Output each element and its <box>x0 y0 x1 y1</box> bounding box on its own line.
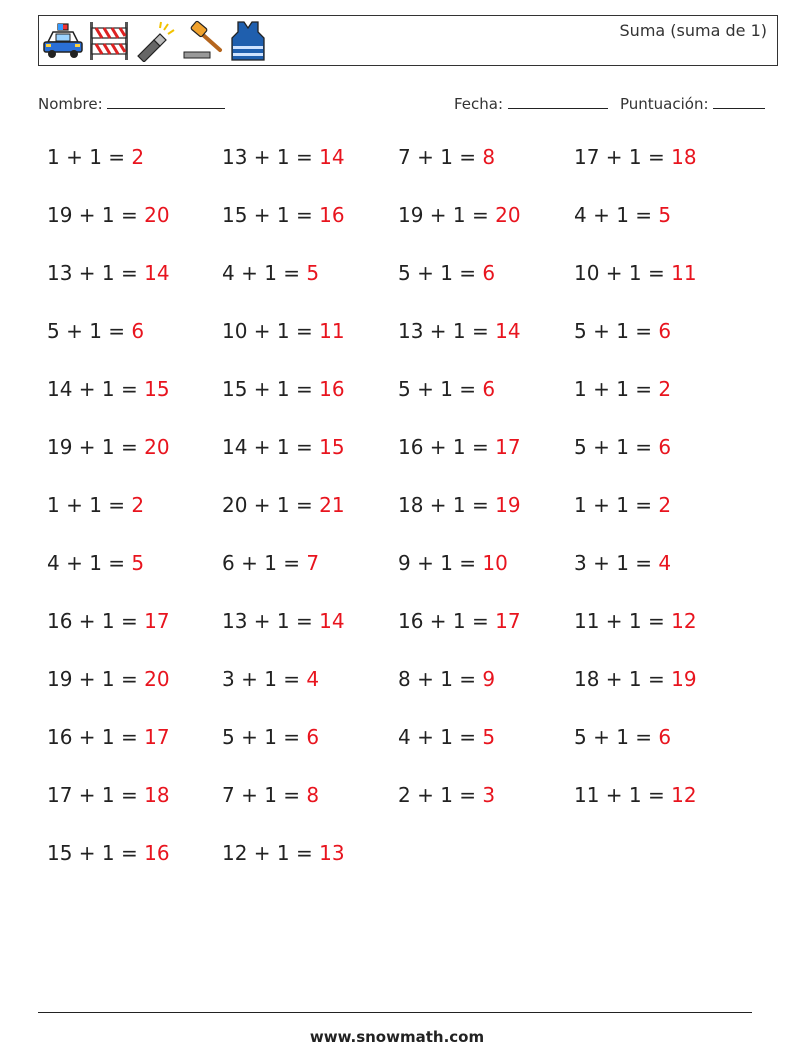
problem-item <box>222 667 319 691</box>
problem-row <box>47 377 747 407</box>
problem-item <box>222 609 345 633</box>
problem-question: 19 + 1 = <box>398 203 496 227</box>
problem-question: 18 + 1 = <box>574 667 672 691</box>
problem-answer: 3 <box>482 783 496 807</box>
problem-answer: 16 <box>319 377 345 401</box>
problem-answer: 19 <box>671 667 697 691</box>
problem-question: 19 + 1 = <box>47 667 145 691</box>
problem-answer: 18 <box>144 783 170 807</box>
vest-icon <box>228 20 268 62</box>
problem-item <box>47 551 144 575</box>
problem-row <box>47 783 747 813</box>
problem-answer: 5 <box>131 551 145 575</box>
problem-row <box>47 609 747 639</box>
problem-question: 20 + 1 = <box>222 493 320 517</box>
problem-item <box>47 203 170 227</box>
problem-item <box>222 783 319 807</box>
problem-answer: 5 <box>482 725 496 749</box>
problem-question: 1 + 1 = <box>574 377 659 401</box>
problem-answer: 6 <box>658 435 672 459</box>
problem-row <box>47 261 747 291</box>
problem-question: 14 + 1 = <box>222 435 320 459</box>
flashlight-icon <box>134 20 176 62</box>
problem-item <box>574 377 671 401</box>
problem-question: 11 + 1 = <box>574 783 672 807</box>
problem-question: 4 + 1 = <box>574 203 659 227</box>
footer-url: www.snowmath.com <box>309 1028 485 1046</box>
problem-question: 3 + 1 = <box>574 551 659 575</box>
problem-item <box>398 725 495 749</box>
problem-question: 9 + 1 = <box>398 551 483 575</box>
problem-question: 8 + 1 = <box>398 667 483 691</box>
problem-question: 13 + 1 = <box>222 609 320 633</box>
header-box <box>38 15 778 66</box>
problem-answer: 20 <box>144 435 170 459</box>
problem-answer: 11 <box>319 319 345 343</box>
problem-answer: 17 <box>144 609 170 633</box>
problem-row <box>47 667 747 697</box>
problem-item <box>574 725 671 749</box>
problem-question: 1 + 1 = <box>47 145 132 169</box>
worksheet-title: Suma (suma de 1) <box>619 21 767 40</box>
date-line[interactable] <box>508 94 608 109</box>
problem-row <box>47 493 747 523</box>
problem-question: 10 + 1 = <box>222 319 320 343</box>
problem-row <box>47 435 747 465</box>
problem-answer: 6 <box>131 319 145 343</box>
problem-item <box>47 841 170 865</box>
problem-answer: 13 <box>319 841 345 865</box>
problem-row <box>47 725 747 755</box>
problem-item <box>574 493 671 517</box>
problem-item <box>47 783 170 807</box>
problem-question: 13 + 1 = <box>398 319 496 343</box>
problem-question: 18 + 1 = <box>398 493 496 517</box>
problem-row <box>47 319 747 349</box>
problem-item <box>47 261 170 285</box>
problem-item <box>398 435 521 459</box>
problem-answer: 7 <box>306 551 320 575</box>
problem-item <box>222 319 345 343</box>
problem-row <box>47 551 747 581</box>
problem-answer: 5 <box>306 261 320 285</box>
problem-question: 14 + 1 = <box>47 377 145 401</box>
problem-answer: 19 <box>495 493 521 517</box>
problem-question: 17 + 1 = <box>47 783 145 807</box>
problem-question: 1 + 1 = <box>47 493 132 517</box>
problem-item <box>574 145 697 169</box>
problem-question: 15 + 1 = <box>47 841 145 865</box>
problem-item <box>222 377 345 401</box>
problem-question: 12 + 1 = <box>222 841 320 865</box>
problem-item <box>222 145 345 169</box>
name-label: Nombre: <box>38 95 103 113</box>
problem-item <box>222 435 345 459</box>
problem-row <box>47 145 747 175</box>
problem-answer: 12 <box>671 783 697 807</box>
problem-answer: 8 <box>482 145 496 169</box>
problem-item <box>398 493 521 517</box>
problem-question: 5 + 1 = <box>574 435 659 459</box>
problem-answer: 11 <box>671 261 697 285</box>
problem-answer: 6 <box>482 377 496 401</box>
problem-question: 4 + 1 = <box>222 261 307 285</box>
problem-answer: 2 <box>131 493 145 517</box>
name-line[interactable] <box>107 94 225 109</box>
problem-question: 5 + 1 = <box>398 261 483 285</box>
problem-question: 16 + 1 = <box>47 725 145 749</box>
problem-question: 19 + 1 = <box>47 203 145 227</box>
problem-item <box>47 377 170 401</box>
problem-item <box>222 551 319 575</box>
problem-question: 16 + 1 = <box>47 609 145 633</box>
problem-item <box>398 203 521 227</box>
problem-item <box>574 435 671 459</box>
problem-item <box>574 667 697 691</box>
problem-answer: 14 <box>495 319 521 343</box>
problem-answer: 9 <box>482 667 496 691</box>
problem-item <box>222 203 345 227</box>
problem-item <box>574 609 697 633</box>
problem-answer: 18 <box>671 145 697 169</box>
problem-answer: 4 <box>658 551 672 575</box>
problem-question: 15 + 1 = <box>222 377 320 401</box>
problem-answer: 17 <box>144 725 170 749</box>
problem-item <box>222 725 319 749</box>
problem-question: 7 + 1 = <box>398 145 483 169</box>
problem-answer: 2 <box>131 145 145 169</box>
problem-answer: 2 <box>658 493 672 517</box>
problem-answer: 5 <box>658 203 672 227</box>
problem-item <box>398 145 495 169</box>
problem-answer: 16 <box>319 203 345 227</box>
problem-row <box>47 203 747 233</box>
problem-item <box>222 261 319 285</box>
problem-question: 16 + 1 = <box>398 609 496 633</box>
gavel-icon <box>180 20 224 62</box>
score-field <box>620 94 765 113</box>
footer-divider <box>38 1012 752 1013</box>
problem-item <box>222 841 345 865</box>
problem-answer: 14 <box>144 261 170 285</box>
problem-answer: 20 <box>144 667 170 691</box>
problem-answer: 14 <box>319 145 345 169</box>
problem-item <box>398 377 495 401</box>
problem-answer: 20 <box>495 203 521 227</box>
problem-question: 19 + 1 = <box>47 435 145 459</box>
problem-question: 5 + 1 = <box>398 377 483 401</box>
police-car-icon <box>42 20 84 62</box>
problem-question: 11 + 1 = <box>574 609 672 633</box>
problem-item <box>222 493 345 517</box>
problem-item <box>47 725 170 749</box>
problem-item <box>47 435 170 459</box>
problem-answer: 6 <box>658 319 672 343</box>
problem-item <box>574 783 697 807</box>
problem-answer: 20 <box>144 203 170 227</box>
problem-answer: 15 <box>144 377 170 401</box>
problem-item <box>398 783 495 807</box>
problem-answer: 10 <box>482 551 508 575</box>
problem-item <box>574 319 671 343</box>
problem-item <box>574 261 697 285</box>
problem-question: 16 + 1 = <box>398 435 496 459</box>
problem-question: 2 + 1 = <box>398 783 483 807</box>
problem-question: 13 + 1 = <box>222 145 320 169</box>
date-label: Fecha: <box>454 95 504 113</box>
problem-question: 4 + 1 = <box>398 725 483 749</box>
problem-item <box>47 319 144 343</box>
problem-answer: 6 <box>306 725 320 749</box>
problem-item <box>398 667 495 691</box>
problem-item <box>47 145 144 169</box>
score-line[interactable] <box>713 94 765 109</box>
problem-question: 6 + 1 = <box>222 551 307 575</box>
problem-question: 10 + 1 = <box>574 261 672 285</box>
problem-question: 13 + 1 = <box>47 261 145 285</box>
header-icons <box>42 19 268 63</box>
problem-item <box>398 319 521 343</box>
name-field <box>38 94 225 113</box>
problem-item <box>47 667 170 691</box>
problem-question: 5 + 1 = <box>47 319 132 343</box>
problem-answer: 17 <box>495 435 521 459</box>
problem-item <box>398 551 508 575</box>
problem-question: 5 + 1 = <box>574 725 659 749</box>
problem-answer: 21 <box>319 493 345 517</box>
problem-item <box>574 551 671 575</box>
problem-question: 15 + 1 = <box>222 203 320 227</box>
problem-question: 7 + 1 = <box>222 783 307 807</box>
problem-answer: 4 <box>306 667 320 691</box>
score-label: Puntuación: <box>620 95 709 113</box>
problem-question: 5 + 1 = <box>574 319 659 343</box>
problem-answer: 14 <box>319 609 345 633</box>
problem-answer: 15 <box>319 435 345 459</box>
problem-row <box>47 841 747 871</box>
problem-item <box>574 203 671 227</box>
problem-question: 3 + 1 = <box>222 667 307 691</box>
problem-item <box>398 609 521 633</box>
problem-answer: 8 <box>306 783 320 807</box>
problem-item <box>47 609 170 633</box>
road-barrier-icon <box>88 20 130 62</box>
problem-answer: 2 <box>658 377 672 401</box>
problem-answer: 16 <box>144 841 170 865</box>
problem-question: 1 + 1 = <box>574 493 659 517</box>
problem-item <box>398 261 495 285</box>
problem-answer: 12 <box>671 609 697 633</box>
problem-question: 17 + 1 = <box>574 145 672 169</box>
problem-answer: 6 <box>482 261 496 285</box>
problem-question: 5 + 1 = <box>222 725 307 749</box>
problem-answer: 17 <box>495 609 521 633</box>
problem-answer: 6 <box>658 725 672 749</box>
problem-question: 4 + 1 = <box>47 551 132 575</box>
date-field <box>454 94 608 113</box>
problem-item <box>47 493 144 517</box>
